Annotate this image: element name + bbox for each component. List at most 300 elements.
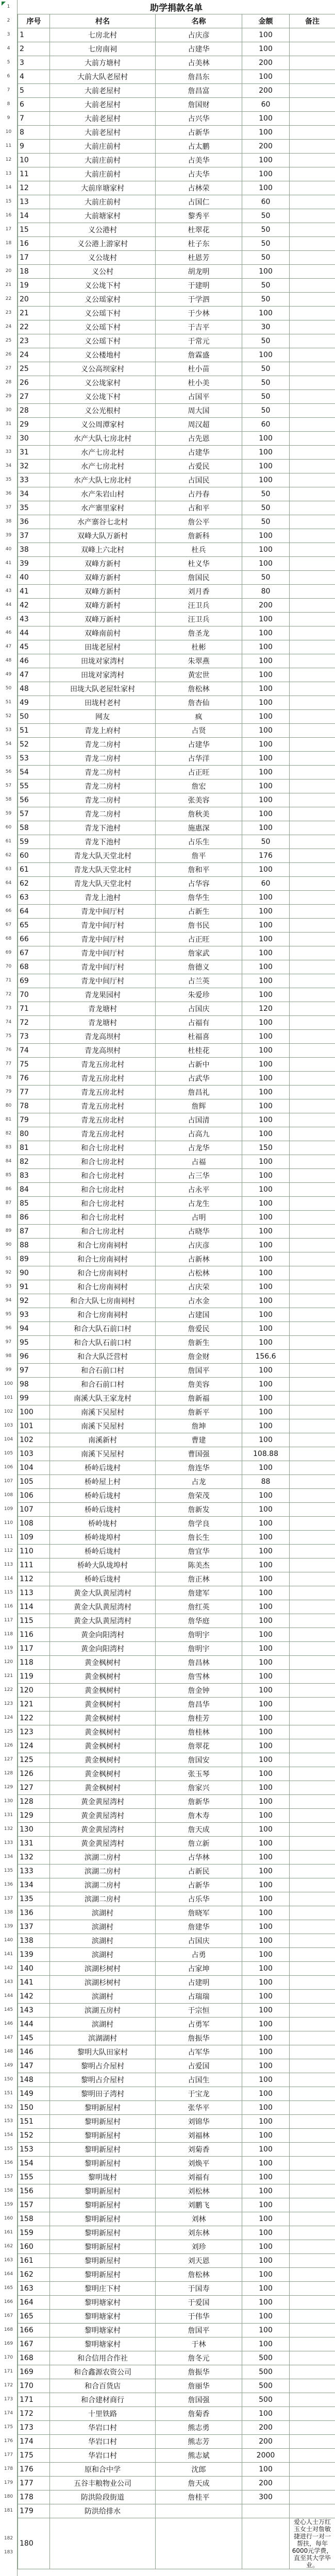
cell-village[interactable]: 青龙二房村: [50, 779, 156, 793]
cell-note[interactable]: [290, 1141, 335, 1155]
cell-amount[interactable]: 100: [242, 1058, 290, 1072]
cell-note[interactable]: [290, 1169, 335, 1183]
row-header[interactable]: 139: [4, 1924, 13, 1929]
cell-village[interactable]: 黎明新屋村: [50, 2268, 156, 2282]
cell-name[interactable]: 詹霖盛: [156, 348, 242, 362]
cell-idx[interactable]: 110: [18, 1545, 50, 1558]
cell-village[interactable]: 青龙五房北村: [50, 1086, 156, 1099]
row-header[interactable]: 23: [5, 310, 12, 315]
row-header[interactable]: 116: [4, 1604, 13, 1609]
cell-village[interactable]: 水产大队七房北村: [50, 432, 156, 446]
cell-note[interactable]: [290, 1600, 335, 1614]
cell-note[interactable]: [290, 473, 335, 487]
cell-amount[interactable]: 100: [242, 432, 290, 446]
row-header[interactable]: 121: [4, 1673, 13, 1679]
cell-note[interactable]: [290, 460, 335, 473]
cell-amount[interactable]: 100: [242, 2004, 290, 2018]
cell-name[interactable]: 朱翠燕: [156, 654, 242, 668]
cell-amount[interactable]: 100: [242, 640, 290, 654]
cell-idx[interactable]: 108: [18, 1517, 50, 1531]
cell-amount[interactable]: 100: [242, 668, 290, 682]
cell-amount[interactable]: 100: [242, 1433, 290, 1447]
cell-amount[interactable]: 100: [242, 1461, 290, 1475]
cell-idx[interactable]: 52: [18, 738, 50, 752]
cell-name[interactable]: 占庆彦: [156, 28, 242, 42]
cell-name[interactable]: 占三华: [156, 1169, 242, 1183]
cell-note[interactable]: [290, 2143, 335, 2157]
cell-idx[interactable]: 33: [18, 473, 50, 487]
cell-name[interactable]: 于学泗: [156, 293, 242, 307]
cell-name[interactable]: 詹木寿: [156, 1809, 242, 1823]
cell-idx[interactable]: 16: [18, 237, 50, 251]
cell-village[interactable]: 黄金枫树村: [50, 1725, 156, 1739]
cell-name[interactable]: 占贤: [156, 724, 242, 738]
cell-village[interactable]: 义公周潭家村: [50, 418, 156, 432]
cell-amount[interactable]: 100: [242, 2059, 290, 2073]
cell-village[interactable]: 十里铁路: [50, 2407, 156, 2421]
cell-name[interactable]: 詹和平: [156, 863, 242, 877]
cell-note[interactable]: [290, 1322, 335, 1336]
row-header[interactable]: 141: [4, 1952, 13, 1957]
cell-idx[interactable]: 19: [18, 279, 50, 293]
cell-note[interactable]: [290, 1670, 335, 1684]
cell-name[interactable]: 周大国: [156, 404, 242, 418]
cell-idx[interactable]: 95: [18, 1336, 50, 1350]
row-header[interactable]: 17: [5, 227, 12, 232]
cell-idx[interactable]: 91: [18, 1280, 50, 1294]
cell-amount[interactable]: 50: [242, 835, 290, 849]
cell-idx[interactable]: 115: [18, 1614, 50, 1628]
cell-name[interactable]: 刘福林: [156, 2129, 242, 2143]
cell-village[interactable]: 和合七房北村: [50, 1225, 156, 1239]
cell-name[interactable]: 刘东林: [156, 2226, 242, 2240]
cell-amount[interactable]: 100: [242, 1405, 290, 1419]
cell-idx[interactable]: 40: [18, 571, 50, 585]
cell-amount[interactable]: 100: [242, 626, 290, 640]
cell-note[interactable]: [290, 1795, 335, 1809]
cell-idx[interactable]: 24: [18, 348, 50, 362]
cell-idx[interactable]: 60: [18, 849, 50, 863]
cell-village[interactable]: 田垅村老村: [50, 696, 156, 710]
cell-village[interactable]: 桥岭垅村: [50, 1517, 156, 1531]
cell-note[interactable]: [290, 112, 335, 126]
row-header[interactable]: 106: [4, 1465, 13, 1470]
cell-idx[interactable]: 175: [18, 2449, 50, 2463]
cell-village[interactable]: 青龙果园村: [50, 988, 156, 1002]
cell-note[interactable]: [290, 2490, 335, 2504]
cell-name[interactable]: 占福有: [156, 1016, 242, 1030]
cell-name[interactable]: 占建明: [156, 1976, 242, 1990]
cell-village[interactable]: 青龙二房村: [50, 793, 156, 807]
cell-idx[interactable]: 136: [18, 1906, 50, 1920]
row-header[interactable]: 25: [5, 338, 12, 343]
cell-village[interactable]: 大前大队老屋村: [50, 70, 156, 84]
cell-name[interactable]: 刘锦华: [156, 2115, 242, 2129]
cell-note[interactable]: [290, 1725, 335, 1739]
row-header[interactable]: 118: [4, 1632, 13, 1637]
header-name[interactable]: 名称: [156, 14, 242, 28]
cell-name[interactable]: 占新林: [156, 1252, 242, 1266]
cell-amount[interactable]: 100: [242, 821, 290, 835]
cell-village[interactable]: 黎明新屋村: [50, 2101, 156, 2115]
cell-village[interactable]: 大前庄前村: [50, 195, 156, 209]
cell-village[interactable]: 黎明田子湾村: [50, 2087, 156, 2101]
row-header[interactable]: 109: [4, 1506, 13, 1512]
cell-village[interactable]: 义公港上游家村: [50, 237, 156, 251]
cell-note[interactable]: [290, 1628, 335, 1642]
cell-name[interactable]: 詹松林: [156, 682, 242, 696]
cell-amount[interactable]: 100: [242, 682, 290, 696]
cell-note[interactable]: [290, 56, 335, 70]
cell-amount[interactable]: 100: [242, 613, 290, 626]
cell-idx[interactable]: 171: [18, 2393, 50, 2407]
cell-note[interactable]: [290, 1155, 335, 1169]
cell-note[interactable]: [290, 626, 335, 640]
cell-village[interactable]: 黎明新屋村: [50, 2157, 156, 2171]
cell-idx[interactable]: 68: [18, 960, 50, 974]
cell-idx[interactable]: 173: [18, 2421, 50, 2435]
cell-note[interactable]: [290, 599, 335, 613]
row-header[interactable]: 107: [4, 1479, 13, 1484]
cell-name[interactable]: 占新华: [156, 1878, 242, 1892]
cell-note[interactable]: [290, 2324, 335, 2337]
cell-name[interactable]: 詹昌礼: [156, 1086, 242, 1099]
cell-name[interactable]: 詹家武: [156, 946, 242, 960]
cell-amount[interactable]: 100: [242, 557, 290, 571]
cell-amount[interactable]: 100: [242, 738, 290, 752]
cell-note[interactable]: [290, 2157, 335, 2171]
cell-name[interactable]: 占龙: [156, 1475, 242, 1489]
cell-idx[interactable]: 156: [18, 2184, 50, 2198]
cell-name[interactable]: 詹丽华: [156, 2379, 242, 2393]
cell-amount[interactable]: 100: [242, 946, 290, 960]
cell-village[interactable]: 黎明新屋村: [50, 2129, 156, 2143]
row-header[interactable]: 11: [5, 143, 12, 148]
row-header[interactable]: 39: [5, 533, 12, 538]
cell-name[interactable]: 占新生: [156, 905, 242, 919]
cell-amount[interactable]: 50: [242, 404, 290, 418]
cell-amount[interactable]: 100: [242, 766, 290, 779]
cell-name[interactable]: 占勇: [156, 1948, 242, 1962]
cell-name[interactable]: 詹新发: [156, 1503, 242, 1517]
row-header[interactable]: 16: [5, 213, 12, 218]
cell-amount[interactable]: 100: [242, 1016, 290, 1030]
cell-note[interactable]: [290, 2171, 335, 2184]
row-header[interactable]: 125: [4, 1729, 13, 1734]
cell-note[interactable]: [290, 1823, 335, 1837]
cell-amount[interactable]: 100: [242, 1865, 290, 1878]
cell-village[interactable]: 防洪险段街道: [50, 2490, 156, 2504]
cell-name[interactable]: 刘菊香: [156, 2143, 242, 2157]
cell-amount[interactable]: 50: [242, 487, 290, 501]
cell-idx[interactable]: 30: [18, 432, 50, 446]
cell-note[interactable]: [290, 1433, 335, 1447]
cell-village[interactable]: 青龙塘村: [50, 1016, 156, 1030]
cell-amount[interactable]: 100: [242, 1962, 290, 1976]
row-header[interactable]: 172: [4, 2383, 13, 2388]
cell-village[interactable]: 田垅对家湾村: [50, 668, 156, 682]
cell-village[interactable]: 黄金枫树村: [50, 1670, 156, 1684]
row-header[interactable]: 84: [5, 1159, 12, 1164]
cell-amount[interactable]: 100: [242, 1517, 290, 1531]
cell-village[interactable]: 黎明大队田家村: [50, 2045, 156, 2059]
row-header[interactable]: 93: [5, 1284, 12, 1289]
cell-village[interactable]: 桥岭后垅村: [50, 1545, 156, 1558]
cell-amount[interactable]: 100: [242, 891, 290, 905]
row-header[interactable]: 14: [5, 185, 12, 190]
cell-amount[interactable]: 100: [242, 1072, 290, 1086]
cell-idx[interactable]: 38: [18, 543, 50, 557]
cell-name[interactable]: 刘月香: [156, 585, 242, 599]
cell-amount[interactable]: 100: [242, 1558, 290, 1572]
cell-village[interactable]: 青龙中间厅村: [50, 960, 156, 974]
row-header[interactable]: 42: [5, 574, 12, 580]
cell-village[interactable]: 青龙上府村: [50, 724, 156, 738]
row-header[interactable]: 24: [5, 324, 12, 329]
cell-note[interactable]: [290, 1266, 335, 1280]
cell-name[interactable]: 占爱国: [156, 2059, 242, 2073]
cell-amount[interactable]: 100: [242, 42, 290, 56]
cell-village[interactable]: 青龙大队天堂北村: [50, 849, 156, 863]
cell-amount[interactable]: 100: [242, 1197, 290, 1211]
cell-note[interactable]: [290, 501, 335, 515]
cell-name[interactable]: 詹国强: [156, 2393, 242, 2407]
cell-idx[interactable]: 42: [18, 599, 50, 613]
cell-idx[interactable]: 111: [18, 1558, 50, 1572]
cell-amount[interactable]: 100: [242, 2296, 290, 2310]
cell-name[interactable]: 詹明宇: [156, 1642, 242, 1656]
row-header[interactable]: 124: [4, 1715, 13, 1720]
row-header[interactable]: 5: [7, 60, 10, 65]
cell-village[interactable]: 青龙高坝村: [50, 1044, 156, 1058]
cell-name[interactable]: 詹书民: [156, 919, 242, 933]
cell-name[interactable]: 占建国: [156, 1308, 242, 1322]
cell-village[interactable]: 青龙塘村: [50, 1002, 156, 1016]
cell-note[interactable]: [290, 293, 335, 307]
cell-name[interactable]: 詹翠花: [156, 1739, 242, 1753]
row-header[interactable]: 145: [4, 2007, 13, 2012]
cell-amount[interactable]: 100: [242, 1155, 290, 1169]
cell-name[interactable]: 杜义华: [156, 557, 242, 571]
row-header[interactable]: 15: [5, 199, 12, 204]
cell-idx[interactable]: 62: [18, 877, 50, 891]
row-header[interactable]: 142: [4, 1965, 13, 1971]
cell-amount[interactable]: 100: [242, 1531, 290, 1545]
cell-note[interactable]: [290, 766, 335, 779]
cell-village[interactable]: 滨湖村: [50, 1990, 156, 2004]
cell-village[interactable]: 黄金枫树村: [50, 1767, 156, 1781]
cell-note[interactable]: [290, 1976, 335, 1990]
row-header[interactable]: 128: [4, 1771, 13, 1776]
cell-note[interactable]: [290, 543, 335, 557]
cell-amount[interactable]: 200: [242, 599, 290, 613]
cell-note[interactable]: [290, 237, 335, 251]
cell-note[interactable]: [290, 1865, 335, 1878]
row-header[interactable]: 52: [5, 714, 12, 719]
cell-idx[interactable]: 92: [18, 1294, 50, 1308]
cell-note[interactable]: [290, 376, 335, 390]
cell-note[interactable]: [290, 1753, 335, 1767]
cell-note[interactable]: [290, 2254, 335, 2268]
cell-name[interactable]: 于国寿: [156, 2282, 242, 2296]
cell-village[interactable]: 和合石前口村: [50, 1378, 156, 1392]
cell-village[interactable]: 双峰南前村: [50, 626, 156, 640]
cell-note[interactable]: [290, 348, 335, 362]
cell-name[interactable]: 黎秀平: [156, 209, 242, 223]
cell-idx[interactable]: 150: [18, 2101, 50, 2115]
cell-village[interactable]: 田垅对家湾村: [50, 654, 156, 668]
row-header[interactable]: 122: [4, 1687, 13, 1692]
cell-idx[interactable]: 85: [18, 1197, 50, 1211]
cell-village[interactable]: 桥岭垅埠村: [50, 1531, 156, 1545]
cell-idx[interactable]: 169: [18, 2365, 50, 2379]
cell-village[interactable]: 双峰万新村: [50, 613, 156, 626]
cell-name[interactable]: 熊志芳: [156, 2435, 242, 2449]
cell-amount[interactable]: 50: [242, 515, 290, 529]
cell-village[interactable]: 滨湖村: [50, 1934, 156, 1948]
cell-amount[interactable]: 100: [242, 1336, 290, 1350]
cell-amount[interactable]: 100: [242, 167, 290, 181]
cell-idx[interactable]: 163: [18, 2282, 50, 2296]
cell-amount[interactable]: 100: [242, 2198, 290, 2212]
cell-amount[interactable]: 300: [242, 2490, 290, 2504]
cell-amount[interactable]: 100: [242, 1572, 290, 1586]
cell-village[interactable]: 义公垅家村: [50, 376, 156, 390]
cell-village[interactable]: 黎明占介屋村: [50, 2073, 156, 2087]
cell-amount[interactable]: 50: [242, 362, 290, 376]
cell-idx[interactable]: 124: [18, 1739, 50, 1753]
cell-name[interactable]: 詹长生: [156, 1531, 242, 1545]
cell-name[interactable]: 杜彬: [156, 640, 242, 654]
cell-idx[interactable]: 127: [18, 1781, 50, 1795]
row-header[interactable]: 55: [5, 755, 12, 760]
cell-amount[interactable]: 100: [242, 473, 290, 487]
row-header[interactable]: 47: [5, 644, 12, 649]
row-header[interactable]: 35: [5, 477, 12, 482]
row-header[interactable]: 165: [4, 2285, 13, 2291]
cell-village[interactable]: 黎明塘家村: [50, 2337, 156, 2351]
cell-village[interactable]: 黎明塘家村: [50, 2310, 156, 2324]
cell-amount[interactable]: 100: [242, 1781, 290, 1795]
cell-note[interactable]: [290, 2101, 335, 2115]
row-header[interactable]: 22: [5, 296, 12, 301]
row-header[interactable]: 26: [5, 352, 12, 357]
cell-note[interactable]: [290, 696, 335, 710]
cell-idx[interactable]: 86: [18, 1211, 50, 1225]
cell-village[interactable]: 大前老屋村: [50, 126, 156, 140]
cell-idx[interactable]: 51: [18, 724, 50, 738]
cell-name[interactable]: 占国庆: [156, 1934, 242, 1948]
cell-name[interactable]: 詹国民: [156, 571, 242, 585]
cell-note[interactable]: [290, 779, 335, 793]
header-idx[interactable]: 序号: [18, 14, 50, 28]
cell-note[interactable]: [290, 84, 335, 98]
cell-name[interactable]: 詹立新: [156, 1837, 242, 1851]
cell-idx[interactable]: 135: [18, 1892, 50, 1906]
cell-note[interactable]: [290, 2184, 335, 2198]
header-note[interactable]: 备注: [290, 14, 335, 28]
cell-note[interactable]: [290, 1878, 335, 1892]
cell-village[interactable]: 桥岭后垅村: [50, 1572, 156, 1586]
cell-idx[interactable]: 34: [18, 487, 50, 501]
cell-name[interactable]: 詹国财: [156, 98, 242, 112]
cell-idx[interactable]: 133: [18, 1865, 50, 1878]
cell-note[interactable]: [290, 1044, 335, 1058]
cell-note[interactable]: 爱心人士万红玉女士对詹敏捷进行一对一帮扶，每年6000元学费，直至其大学毕业。: [290, 2518, 335, 2569]
row-header[interactable]: 98: [5, 1353, 12, 1359]
cell-amount[interactable]: 108.88: [242, 1447, 290, 1461]
cell-note[interactable]: [290, 1252, 335, 1266]
cell-note[interactable]: [290, 1698, 335, 1711]
cell-idx[interactable]: 101: [18, 1419, 50, 1433]
cell-village[interactable]: 南溪新村: [50, 1433, 156, 1447]
row-header[interactable]: 46: [5, 630, 12, 635]
cell-amount[interactable]: 100: [242, 1725, 290, 1739]
cell-name[interactable]: 刘珍: [156, 2240, 242, 2254]
row-header[interactable]: 51: [5, 700, 12, 705]
cell-note[interactable]: [290, 98, 335, 112]
row-header[interactable]: 108: [4, 1493, 13, 1498]
cell-idx[interactable]: 179: [18, 2504, 50, 2518]
cell-village[interactable]: 义公高坝家村: [50, 362, 156, 376]
cell-note[interactable]: [290, 2351, 335, 2365]
cell-village[interactable]: 和合大队石前口村: [50, 1336, 156, 1350]
row-header[interactable]: 1: [7, 4, 10, 9]
cell-note[interactable]: [290, 42, 335, 56]
cell-village[interactable]: 双峰方新村: [50, 585, 156, 599]
cell-village[interactable]: 义公瑶下村: [50, 334, 156, 348]
cell-name[interactable]: [156, 2518, 242, 2569]
cell-amount[interactable]: 500: [242, 2351, 290, 2365]
row-header[interactable]: 170: [4, 2355, 13, 2360]
row-header[interactable]: 112: [4, 1548, 13, 1553]
cell-idx[interactable]: 145: [18, 2031, 50, 2045]
row-header[interactable]: 91: [5, 1256, 12, 1261]
cell-name[interactable]: 汪卫兵: [156, 613, 242, 626]
header-amount[interactable]: 金额: [242, 14, 290, 28]
cell-village[interactable]: 和合七房北村: [50, 1197, 156, 1211]
cell-name[interactable]: 詹金钟: [156, 1684, 242, 1698]
cell-amount[interactable]: 100: [242, 2031, 290, 2045]
cell-note[interactable]: [290, 2504, 335, 2518]
cell-idx[interactable]: 177: [18, 2477, 50, 2490]
cell-name[interactable]: 占国仁: [156, 195, 242, 209]
cell-village[interactable]: 大前老屋村: [50, 98, 156, 112]
row-header[interactable]: 114: [4, 1576, 13, 1581]
cell-note[interactable]: [290, 863, 335, 877]
cell-note[interactable]: [290, 1531, 335, 1545]
cell-amount[interactable]: 100: [242, 1378, 290, 1392]
row-header[interactable]: 67: [5, 922, 12, 927]
row-header[interactable]: 94: [5, 1298, 12, 1303]
cell-note[interactable]: [290, 710, 335, 724]
cell-amount[interactable]: 100: [242, 154, 290, 167]
cell-note[interactable]: [290, 2477, 335, 2490]
cell-note[interactable]: [290, 1934, 335, 1948]
cell-idx[interactable]: 31: [18, 446, 50, 460]
cell-name[interactable]: 詹昌富: [156, 84, 242, 98]
cell-idx[interactable]: 143: [18, 2004, 50, 2018]
cell-village[interactable]: 滨湖杉树村: [50, 1976, 156, 1990]
row-header[interactable]: 157: [4, 2174, 13, 2179]
cell-amount[interactable]: 100: [242, 1489, 290, 1503]
cell-amount[interactable]: 100: [242, 2310, 290, 2324]
cell-name[interactable]: 张美容: [156, 793, 242, 807]
cell-idx[interactable]: 26: [18, 376, 50, 390]
cell-idx[interactable]: 14: [18, 209, 50, 223]
row-header[interactable]: 65: [5, 894, 12, 900]
cell-note[interactable]: [290, 320, 335, 334]
